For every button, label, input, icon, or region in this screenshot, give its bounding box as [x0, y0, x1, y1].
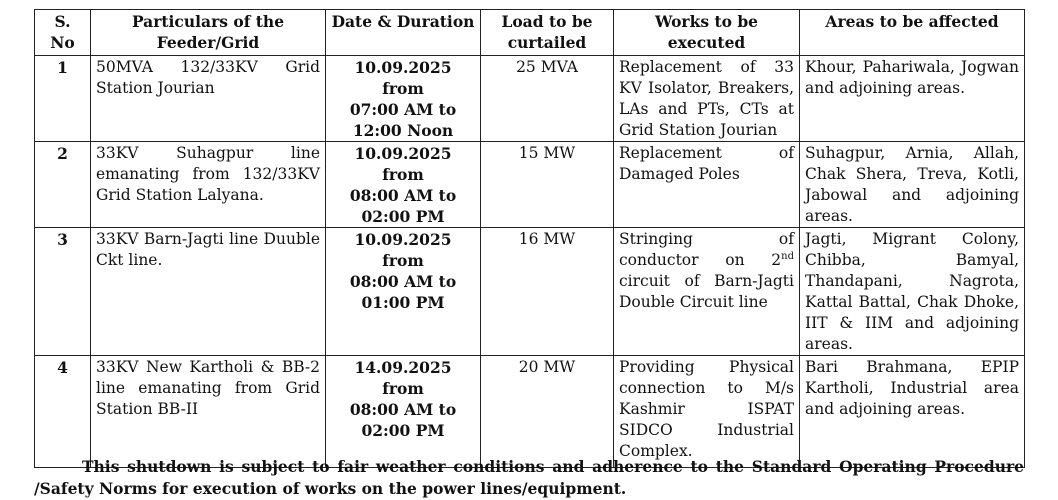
row-date-duration [326, 142, 481, 228]
row-time-from: 08:00 AM to [349, 272, 457, 291]
row-works-before: Stringing of conductor on 2 [619, 230, 794, 269]
ordinal-suffix: nd [781, 250, 794, 262]
row-works: Providing Physical connection to M/s Kashmir ISPAT SIDCO Industrial Complex. [614, 356, 800, 468]
header-works-executed: Works to be executed [614, 10, 800, 56]
row-load: 16 MW [481, 228, 614, 356]
row-sno: 4 [35, 356, 91, 468]
header-sno: S. No [35, 10, 91, 56]
row-load: 20 MW [481, 356, 614, 468]
row-works-after: circuit of Barn-Jagti Double Circuit line [619, 272, 794, 311]
row-areas: Suhagpur, Arnia, Allah, Chak Shera, Treva, Kotli, Jabowal and adjoining areas. [800, 142, 1025, 228]
row-date: 10.09.2025 from [354, 144, 452, 184]
row-time-to: 02:00 PM [361, 421, 445, 440]
row-areas: Bari Brahmana, EPIP Kartholi, Industrial area and adjoining areas. [800, 356, 1025, 468]
header-particulars: Particulars of the Feeder/Grid [91, 10, 326, 56]
shutdown-schedule-table [34, 9, 1025, 468]
row-works: Replacement of Damaged Poles [614, 142, 800, 228]
row-time-from: 08:00 AM to [349, 400, 457, 419]
row-date: 10.09.2025 from [354, 230, 452, 270]
row-time-to: 12:00 Noon [352, 121, 454, 140]
row-time-from: 07:00 AM to [349, 100, 457, 119]
row-particulars: 50MVA 132/33KV Grid Station Jourian [91, 56, 326, 142]
table-header-row [35, 10, 1025, 56]
row-areas: Khour, Pahariwala, Jogwan and adjoining areas. [800, 56, 1025, 142]
row-date-duration [326, 56, 481, 142]
row-sno: 1 [35, 56, 91, 142]
row-particulars: 33KV Barn-Jagti line Duuble Ckt line. [91, 228, 326, 356]
table-row [35, 56, 1025, 142]
row-works: Replacement of 33 KV Isolator, Breakers, LAs and PTs, CTs at Grid Station Jourian [614, 56, 800, 142]
table-row [35, 142, 1025, 228]
row-particulars: 33KV New Kartholi & BB-2 line emanating from Grid Station BB-II [91, 356, 326, 468]
row-time-to: 02:00 PM [361, 207, 445, 226]
header-areas-affected: Areas to be affected [800, 10, 1025, 56]
shutdown-conditions-note: This shutdown is subject to fair weather conditions and adherence to the Standard Operating Procedure /Safety Norms for execution of works on the power lines/equipment. [34, 456, 1024, 498]
row-date: 14.09.2025 from [354, 358, 452, 398]
row-sno: 3 [35, 228, 91, 356]
row-date-duration [326, 356, 481, 468]
row-particulars: 33KV Suhagpur line emanating from 132/33KV Grid Station Lalyana. [91, 142, 326, 228]
row-load: 25 MVA [481, 56, 614, 142]
row-date-duration [326, 228, 481, 356]
row-time-to: 01:00 PM [361, 293, 445, 312]
row-date: 10.09.2025 from [354, 58, 452, 98]
header-load-curtailed: Load to be curtailed [481, 10, 614, 56]
row-load: 15 MW [481, 142, 614, 228]
row-sno: 2 [35, 142, 91, 228]
table-row [35, 228, 1025, 356]
table-row [35, 356, 1025, 468]
row-works [614, 228, 800, 356]
row-areas: Jagti, Migrant Colony, Chibba, Bamyal, Thandapani, Nagrota, Kattal Battal, Chak Dhoke, IIT & IIM and adjoining areas. [800, 228, 1025, 356]
row-time-from: 08:00 AM to [349, 186, 457, 205]
header-date-duration: Date & Duration [326, 10, 481, 56]
